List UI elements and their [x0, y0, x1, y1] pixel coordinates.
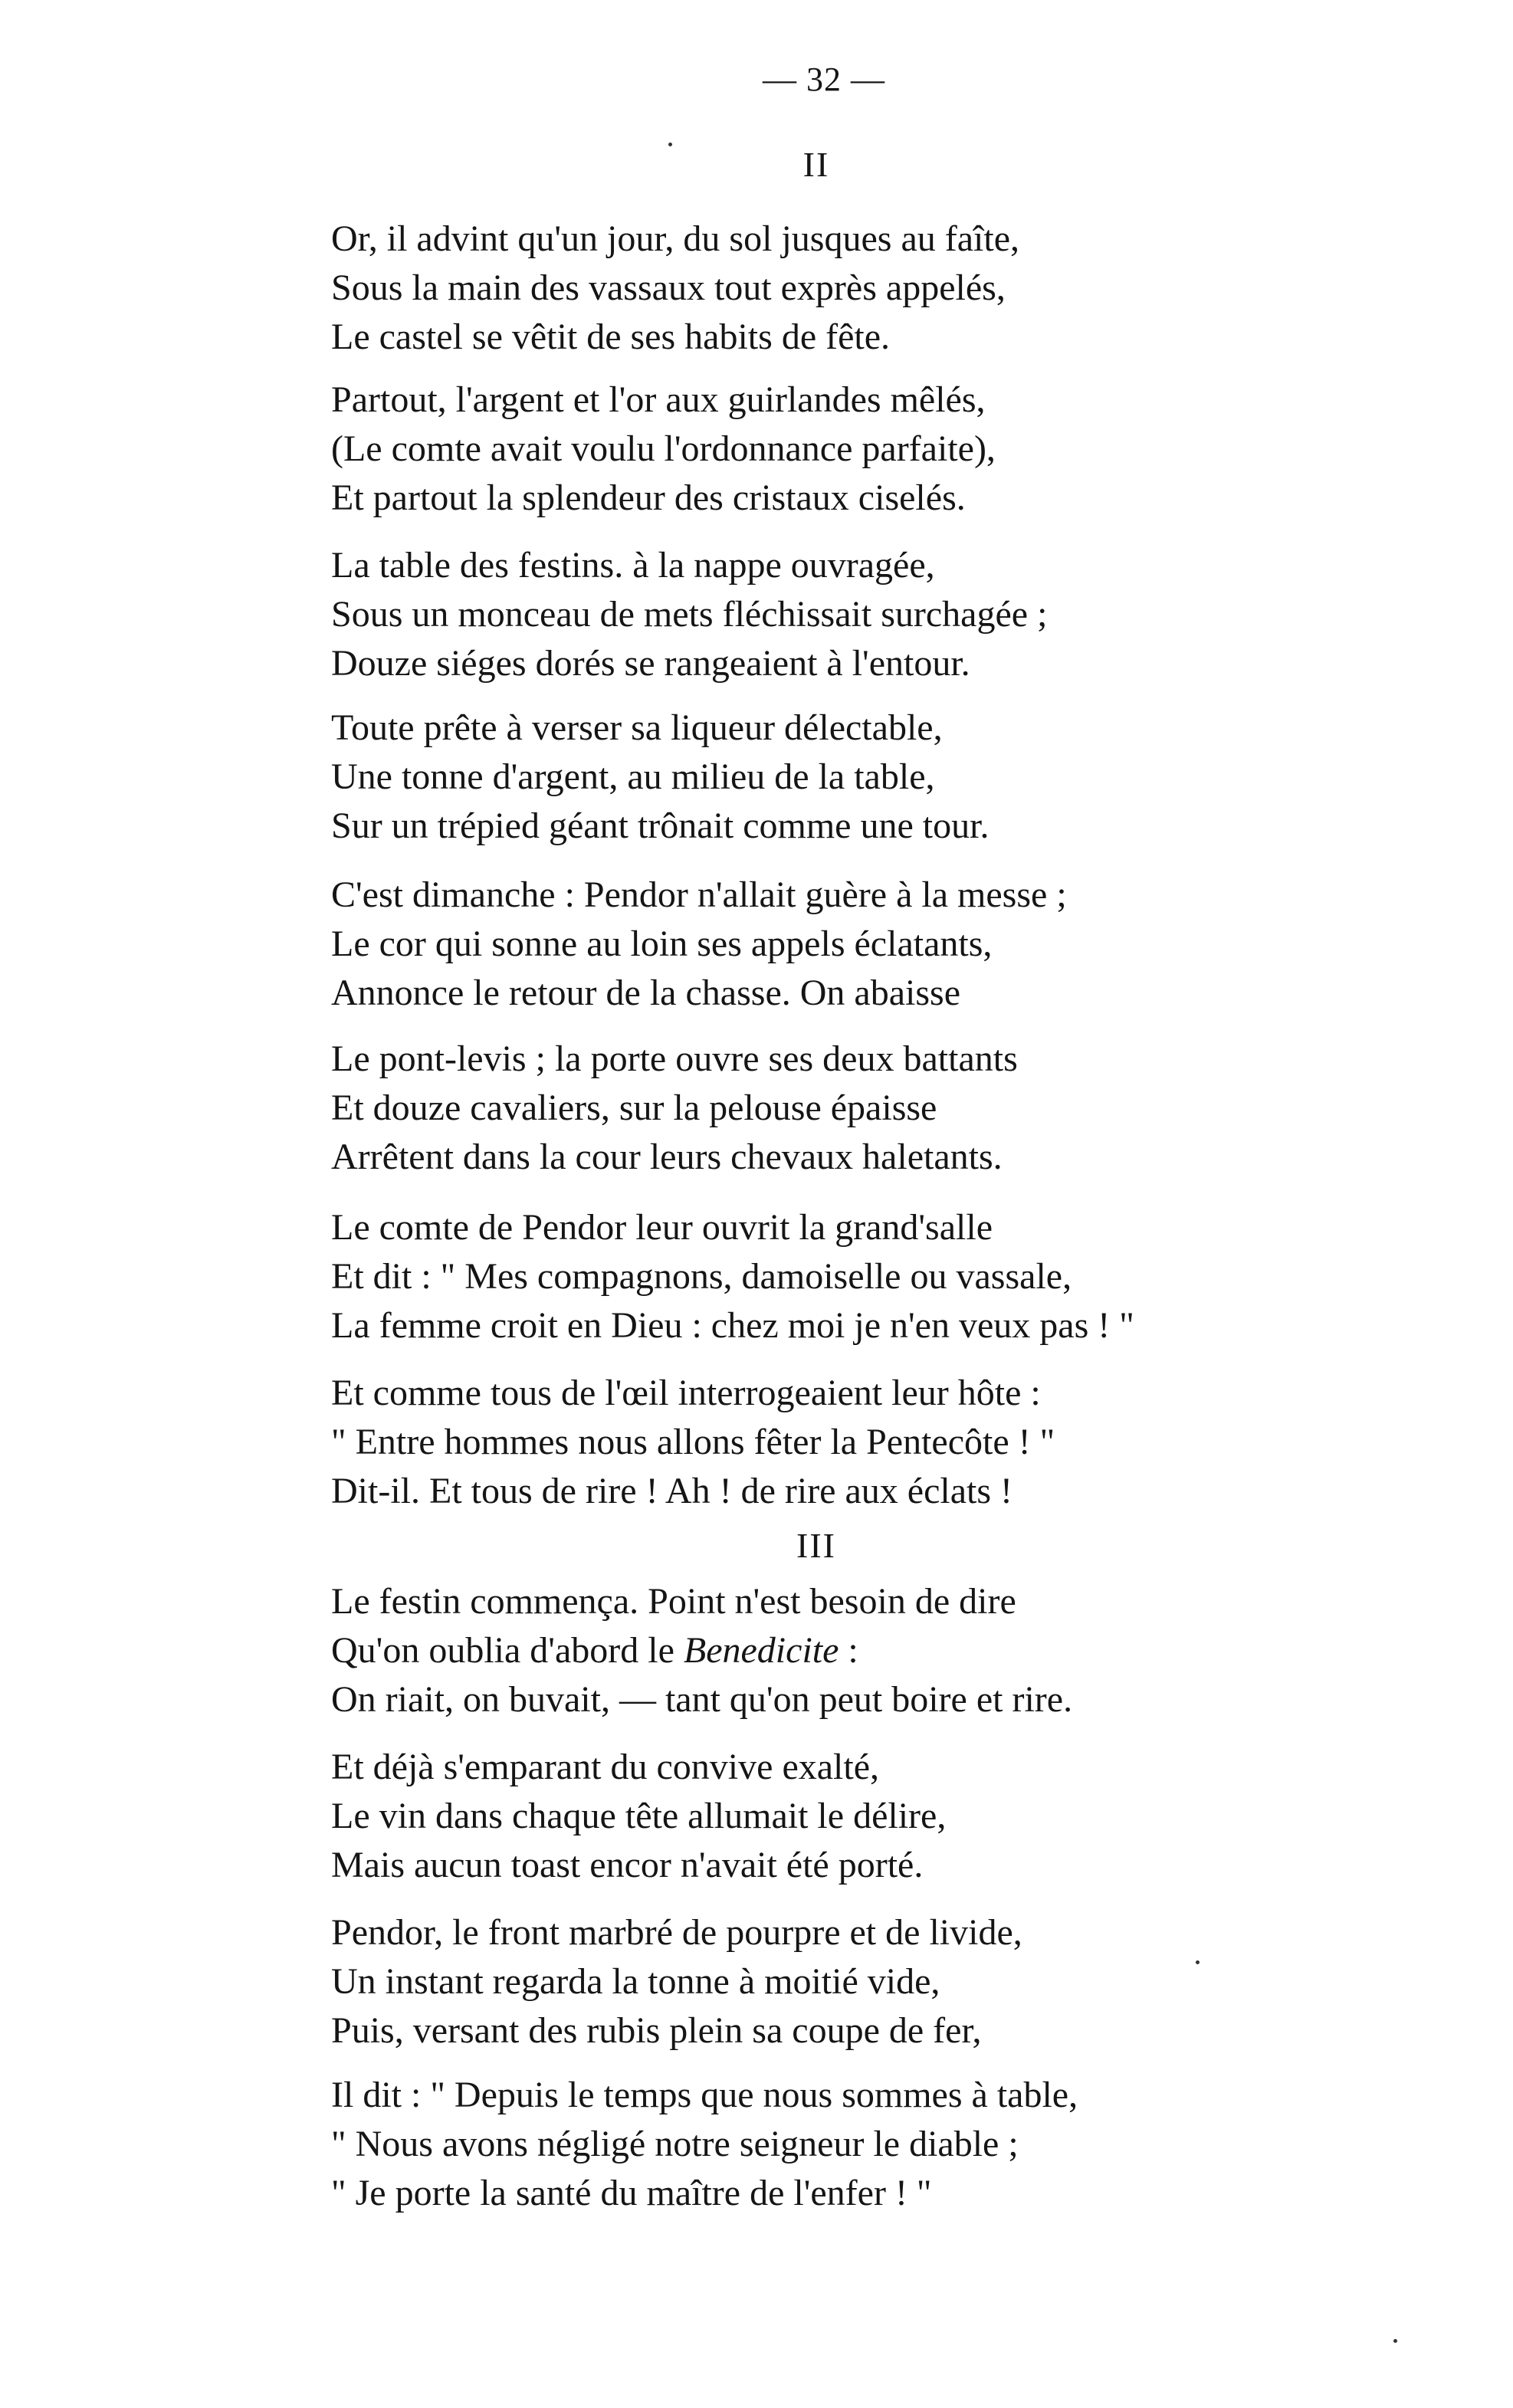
stanza — [331, 1908, 1465, 2055]
verse-line: Sous un monceau de mets fléchissait surchagée ; — [331, 594, 1048, 635]
stanza — [331, 541, 1465, 688]
verse-line: Le cor qui sonne au loin ses appels éclatants, — [331, 924, 993, 964]
scan-speck — [1393, 2339, 1397, 2343]
verse-line: " Entre hommes nous allons fêter la Pentecôte ! " — [331, 1422, 1055, 1462]
stanza — [331, 704, 1465, 851]
stanza — [331, 1369, 1465, 1516]
verse-line: Et dit : " Mes compagnons, damoiselle ou vassale, — [331, 1256, 1072, 1297]
verse-line: C'est dimanche : Pendor n'allait guère à la messe ; — [331, 874, 1067, 915]
verse-line: Le castel se vêtit de ses habits de fête. — [331, 317, 891, 357]
verse-line: Sur un trépied géant trônait comme une tour. — [331, 805, 990, 846]
verse-line: (Le comte avait voulu l'ordonnance parfaite), — [331, 428, 996, 469]
verse-line: Arrêtent dans la cour leurs chevaux haletants. — [331, 1137, 1003, 1177]
verse-line: Douze siéges dorés se rangeaient à l'entour. — [331, 643, 970, 684]
verse-line: Puis, versant des rubis plein sa coupe de fer, — [331, 2010, 982, 2051]
verse-line: Une tonne d'argent, au milieu de la table, — [331, 756, 935, 797]
section-heading-iii: III — [796, 1526, 836, 1565]
verse-line: Qu'on oublia d'abord le Benedicite : — [331, 1630, 858, 1671]
verse-line: Toute prête à verser sa liqueur délectable, — [331, 707, 943, 748]
verse-line: Sous la main des vassaux tout exprès appelés, — [331, 267, 1006, 308]
stanza — [331, 2071, 1465, 2218]
verse-line: Le festin commença. Point n'est besoin de dire — [331, 1581, 1016, 1622]
italic-term: Benedicite — [683, 1630, 839, 1671]
verse-line: Le vin dans chaque tête allumait le délire, — [331, 1796, 947, 1836]
stanza — [331, 1035, 1465, 1182]
section-heading-ii: II — [802, 145, 830, 184]
stanza — [331, 376, 1465, 523]
stanza — [331, 871, 1465, 1018]
verse-line: La femme croit en Dieu : chez moi je n'en veux pas ! " — [331, 1305, 1134, 1346]
verse-line: Dit-il. Et tous de rire ! Ah ! de rire aux éclats ! — [331, 1471, 1013, 1511]
verse-line: " Je porte la santé du maître de l'enfer ! " — [331, 2173, 932, 2213]
verse-line: Et partout la splendeur des cristaux ciselés. — [331, 477, 966, 518]
verse-line: Le pont-levis ; la porte ouvre ses deux battants — [331, 1038, 1018, 1079]
verse-line: Il dit : " Depuis le temps que nous sommes à table, — [331, 2075, 1078, 2115]
verse-line: Mais aucun toast encor n'avait été porté. — [331, 1845, 924, 1885]
stanza — [331, 1577, 1465, 1724]
page-number: — 32 — — [763, 61, 885, 98]
stanza — [331, 1743, 1465, 1890]
verse-line: Pendor, le front marbré de pourpre et de livide, — [331, 1912, 1022, 1953]
verse-line: Or, il advint qu'un jour, du sol jusques au faîte, — [331, 218, 1020, 259]
verse-line: Et douze cavaliers, sur la pelouse épaisse — [331, 1088, 937, 1128]
verse-line: Partout, l'argent et l'or aux guirlandes mêlés, — [331, 379, 986, 420]
stanza — [331, 1203, 1465, 1350]
verse-line: " Nous avons négligé notre seigneur le diable ; — [331, 2124, 1019, 2164]
verse-line: Et comme tous de l'œil interrogeaient leur hôte : — [331, 1373, 1041, 1413]
verse-line: Annonce le retour de la chasse. On abaisse — [331, 973, 961, 1013]
verse-line: La table des festins. à la nappe ouvragée, — [331, 545, 935, 586]
verse-line: Et déjà s'emparant du convive exalté, — [331, 1747, 880, 1787]
verse-line: Le comte de Pendor leur ouvrit la grand'salle — [331, 1207, 993, 1248]
scan-speck — [668, 143, 672, 146]
verse-line: On riait, on buvait, — tant qu'on peut boire et rire. — [331, 1679, 1073, 1720]
scan-speck — [1196, 1960, 1200, 1964]
stanza — [331, 215, 1465, 362]
verse-line: Un instant regarda la tonne à moitié vide, — [331, 1961, 940, 2002]
